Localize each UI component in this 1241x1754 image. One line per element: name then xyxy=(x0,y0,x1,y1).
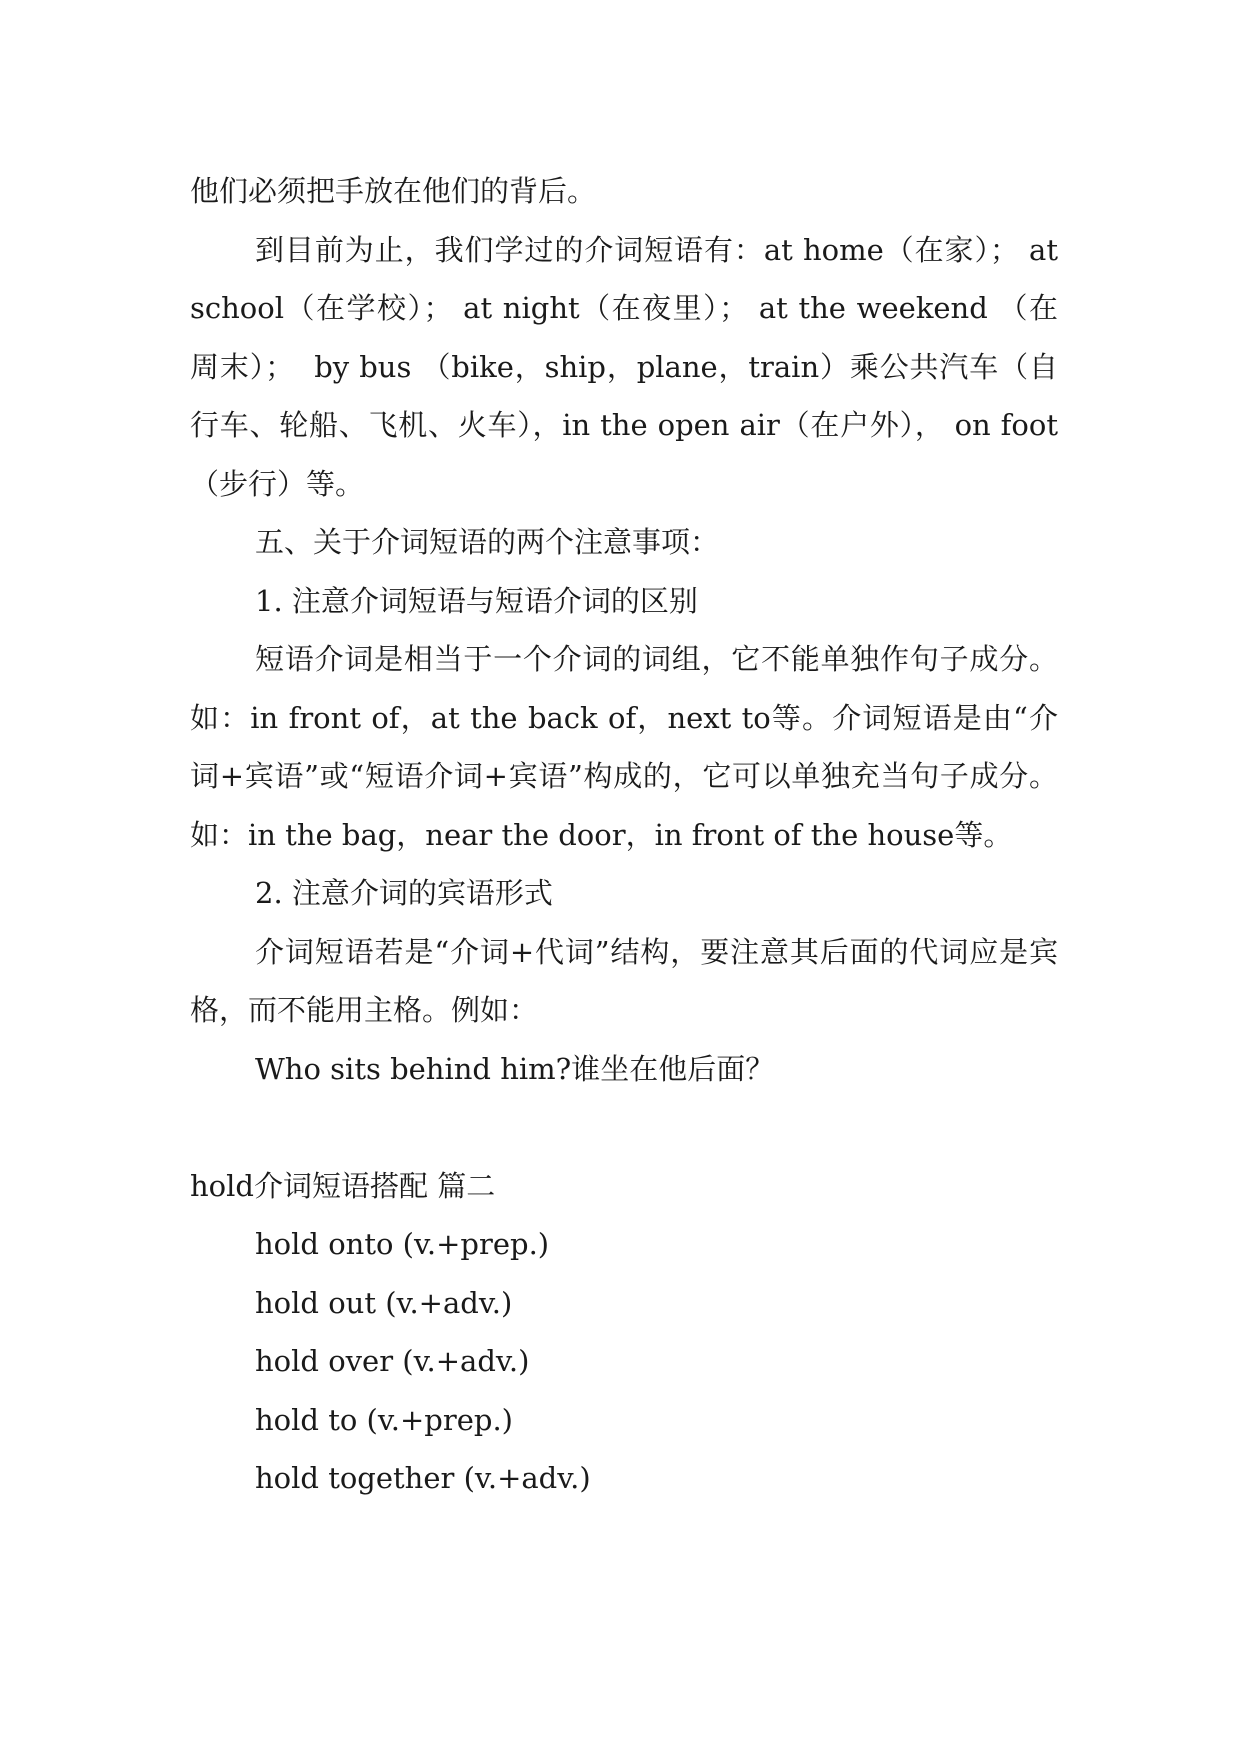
document-body xyxy=(190,162,1068,1508)
paragraph-continuation: 他们必须把手放在他们的背后。 xyxy=(190,174,597,208)
note-1-heading: 1. 注意介词短语与短语介词的区别 xyxy=(255,583,698,618)
heading-notes: 五、关于介词短语的两个注意事项： xyxy=(255,525,720,559)
phrase-item: hold together (v.+adv.) xyxy=(255,1461,591,1495)
phrase-item: hold to (v.+prep.) xyxy=(255,1402,513,1437)
spacer xyxy=(190,1098,1058,1157)
example-sentence: Who sits behind him?谁坐在他后面？ xyxy=(255,1051,775,1086)
phrase-item: hold onto (v.+prep.) xyxy=(255,1227,550,1261)
paragraph-note-1: 短语介词是相当于一个介词的词组，它不能单独作句子成分。如：in front of，at the back of，next to等。介词短语是由“介词+宾语”或“短语介词+宾语”构成的，它可以单独充当句子成分。如：in the bag，near the door，in front of the house等。 xyxy=(190,642,1058,852)
phrase-item: hold out (v.+adv.) xyxy=(255,1285,513,1320)
paragraph-prepositional-phrases: 到目前为止，我们学过的介词短语有：at home（在家）； at school（在学校）； at night（在夜里）； at the weekend （在周末）； by bus （bike，ship，plane，train）乘公共汽车（自行车、轮船、飞机、火车），in the open air（在户外）， on foot（步行）等。 xyxy=(190,232,1068,501)
note-2-heading: 2. 注意介词的宾语形式 xyxy=(255,876,553,910)
phrase-item: hold over (v.+adv.) xyxy=(255,1344,530,1378)
paragraph-note-2: 介词短语若是“介词+代词”结构，要注意其后面的代词应是宾格，而不能用主格。例如： xyxy=(190,934,1058,1027)
section-title: hold介词短语搭配 篇二 xyxy=(190,1168,496,1203)
